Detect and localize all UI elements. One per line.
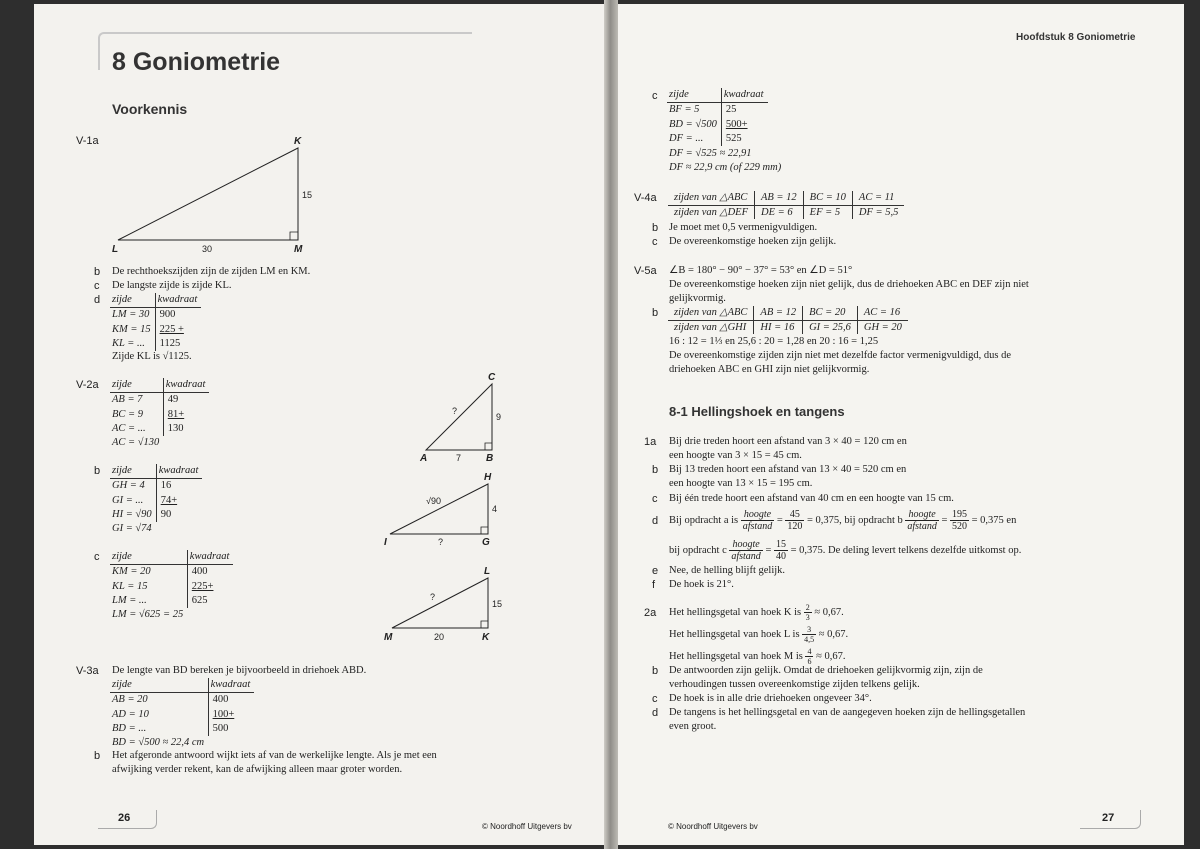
pythagoras-table: zijde kwadraat AB = 20 400 AD = 10 100+ BD = ... 500 BD = √500 ≈ 22,4 cm — [110, 678, 254, 750]
triangle-figure-klm-2 — [380, 564, 510, 644]
svg-text:4: 4 — [492, 504, 498, 514]
pythagoras-table: zijde kwadraat AB = 7 49 BC = 9 81+ AC = ... 130 AC = √130 — [110, 378, 209, 450]
answer-text: De tangens is het hellingsgetal en van de aangegeven hoeken zijn de hellingsgetallen — [669, 707, 1026, 718]
answer-text: Het hellingsgetal van hoek L is $\frac{3}{4,5}$ ≈ 0,67. — [669, 625, 849, 645]
answer-text: Bij 13 treden hoort een afstand van 13 × 40 = 520 cm en — [669, 464, 907, 475]
svg-text:9: 9 — [496, 412, 502, 422]
exercise-label: d — [94, 294, 101, 306]
triangle-figure-ghi — [380, 468, 510, 548]
exercise-label: b — [652, 665, 659, 677]
answer-text: Het hellingsgetal van hoek K is $\frac{2}{3}$ ≈ 0,67. — [669, 603, 844, 623]
answer-text: De hoek is 21°. — [669, 579, 734, 590]
svg-text:H: H — [484, 472, 492, 483]
exercise-label: V-5a — [634, 265, 657, 277]
section-title: Voorkennis — [112, 101, 188, 117]
page-number: 27 — [1102, 812, 1115, 824]
exercise-label: V-1a — [76, 135, 99, 147]
right-page — [618, 4, 1184, 845]
running-head: Hoofdstuk 8 Goniometrie — [1016, 32, 1136, 43]
answer-text: Bij één trede hoort een afstand van 40 cm en een hoogte van 15 cm. — [669, 493, 954, 504]
answer-text: 16 : 12 = 1⅓ en 25,6 : 20 = 1,28 en 20 : 16 = 1,25 — [669, 336, 879, 347]
exercise-label: e — [652, 565, 659, 577]
answer-text: De rechthoekszijden zijn de zijden LM en KM. — [112, 266, 311, 277]
exercise-label: b — [94, 266, 101, 278]
similarity-table: zijden van △ABC AB = 12 BC = 10 AC = 11 zijden van △DEF DE = 6 EF = 5 DF = 5,5 — [668, 191, 904, 219]
answer-text: Bij drie treden hoort een afstand van 3 × 40 = 120 cm en — [669, 436, 907, 447]
svg-text:K: K — [482, 632, 490, 643]
left-page — [34, 4, 604, 845]
svg-text:7: 7 — [456, 453, 462, 463]
answer-text: De lengte van BD bereken je bijvoorbeeld in driehoek ABD. — [112, 665, 367, 676]
exercise-label: f — [652, 579, 656, 591]
pythagoras-table: zijde kwadraat LM = 30 900 KM = 15 225 + KL = ... 1125 — [110, 293, 201, 351]
answer-text: Het hellingsgetal van hoek M is $\frac{4}{6}$ ≈ 0,67. — [669, 647, 846, 667]
answer-text: De overeenkomstige hoeken zijn gelijk. — [669, 236, 837, 247]
exercise-label: V-2a — [76, 379, 99, 391]
similarity-table: zijden van △ABC AB = 12 BC = 20 AC = 16 zijden van △GHI HI = 16 GI = 25,6 GH = 20 — [668, 306, 908, 334]
answer-text: De langste zijde is zijde KL. — [112, 280, 232, 291]
book-gutter — [604, 0, 618, 849]
answer-text: De overeenkomstige hoeken zijn niet gelijk, dus de driehoeken ABC en DEF zijn niet — [669, 279, 1029, 290]
pythagoras-table: zijde kwadraat BF = 5 25 BD = √500 500+ DF = ... 525 — [667, 88, 768, 146]
exercise-label: b — [94, 465, 101, 477]
vertex-l: L — [112, 244, 119, 255]
publisher-credit: © Noordhoff Uitgevers bv — [668, 822, 758, 831]
chapter-title: 8 Goniometrie — [112, 48, 281, 76]
answer-text: een hoogte van 13 × 15 = 195 cm. — [669, 478, 813, 489]
exercise-label: V-3a — [76, 665, 99, 677]
fraction-line-2: bij opdracht c $\frac{\text{hoogte}}{\text{afstand}}$ = $\frac{15}{40}$ = 0,375. De deling levert telkens dezelfde uitkomst op. — [669, 539, 1022, 563]
svg-text:I: I — [384, 537, 387, 548]
exercise-label: c — [652, 493, 658, 505]
answer-text: De hoek is in alle drie driehoeken ongeveer 34°. — [669, 693, 872, 704]
answer-text: DF ≈ 22,9 cm (of 229 mm) — [669, 162, 782, 173]
vertex-k: K — [294, 136, 302, 147]
exercise-label: c — [652, 236, 658, 248]
exercise-label: V-4a — [634, 192, 657, 204]
answer-text: De antwoorden zijn gelijk. Omdat de driehoeken gelijkvormig zijn, zijn de — [669, 665, 983, 676]
answer-text: een hoogte van 3 × 15 = 45 cm. — [669, 450, 802, 461]
svg-text:L: L — [484, 566, 491, 577]
svg-text:20: 20 — [434, 632, 445, 642]
side-label: 15 — [302, 190, 313, 200]
exercise-label: b — [652, 307, 659, 319]
answer-text: afwijking verder rekent, kan de afwijking alleen maar groter worden. — [112, 764, 403, 775]
pythagoras-table: zijde kwadraat GH = 4 16 GI = ... 74+ HI = √90 90 GI = √74 — [110, 464, 202, 536]
answer-text: gelijkvormig. — [669, 293, 726, 304]
svg-text:?: ? — [438, 537, 444, 547]
svg-text:15: 15 — [492, 599, 503, 609]
fraction-line-1: Bij opdracht a is $\frac{\text{hoogte}}{\text{afstand}}$ = $\frac{45}{120}$ = 0,375, bij opdracht b $\frac{\text{hoogte}}{\text{afstand}}$ = $\frac{195}{520}$ = 0,375 en — [669, 509, 1017, 533]
page-number: 26 — [118, 812, 131, 824]
triangle-figure-abc — [414, 370, 504, 464]
exercise-label: d — [652, 515, 659, 527]
section-title: 8-1 Hellingshoek en tangens — [669, 404, 845, 419]
answer-text: Zijde KL is √1125. — [112, 351, 192, 362]
answer-text: Je moet met 0,5 vermenigvuldigen. — [669, 222, 818, 233]
exercise-label: b — [94, 750, 101, 762]
svg-text:A: A — [420, 453, 428, 464]
answer-text: verhoudingen tussen overeenkomstige zijden telkens gelijk. — [669, 679, 920, 690]
svg-text:√90: √90 — [426, 496, 441, 506]
exercise-label: 1a — [644, 436, 657, 448]
answer-text: even groot. — [669, 721, 717, 732]
svg-text:?: ? — [452, 406, 458, 416]
exercise-label: c — [652, 693, 658, 705]
svg-text:G: G — [482, 537, 490, 548]
vertex-m: M — [294, 244, 303, 255]
answer-text: Nee, de helling blijft gelijk. — [669, 565, 786, 576]
exercise-label: d — [652, 707, 659, 719]
triangle-figure-klm — [106, 132, 316, 260]
side-label: 30 — [202, 244, 213, 254]
exercise-label: c — [652, 90, 658, 102]
answer-text: ∠B = 180° − 90° − 37° = 53° en ∠D = 51° — [669, 265, 853, 276]
answer-text: driehoeken ABC en GHI zijn niet gelijkvormig. — [669, 364, 870, 375]
svg-text:C: C — [488, 372, 496, 383]
publisher-credit: © Noordhoff Uitgevers bv — [482, 822, 572, 831]
svg-text:M: M — [384, 632, 393, 643]
svg-text:?: ? — [430, 592, 436, 602]
exercise-label: b — [652, 464, 659, 476]
svg-text:B: B — [486, 453, 494, 464]
exercise-label: c — [94, 551, 100, 563]
exercise-label: b — [652, 222, 659, 234]
exercise-label: 2a — [644, 607, 657, 619]
pythagoras-table: zijde kwadraat KM = 20 400 KL = 15 225+ LM = ... 625 LM = √625 = 25 — [110, 550, 233, 622]
answer-text: Het afgeronde antwoord wijkt iets af van de werkelijke lengte. Als je met een — [112, 750, 437, 761]
answer-text: De overeenkomstige zijden zijn niet met dezelfde factor vermenigvuldigd, dus de — [669, 350, 1012, 361]
answer-text: DF = √525 ≈ 22,91 — [669, 148, 752, 159]
exercise-label: c — [94, 280, 100, 292]
